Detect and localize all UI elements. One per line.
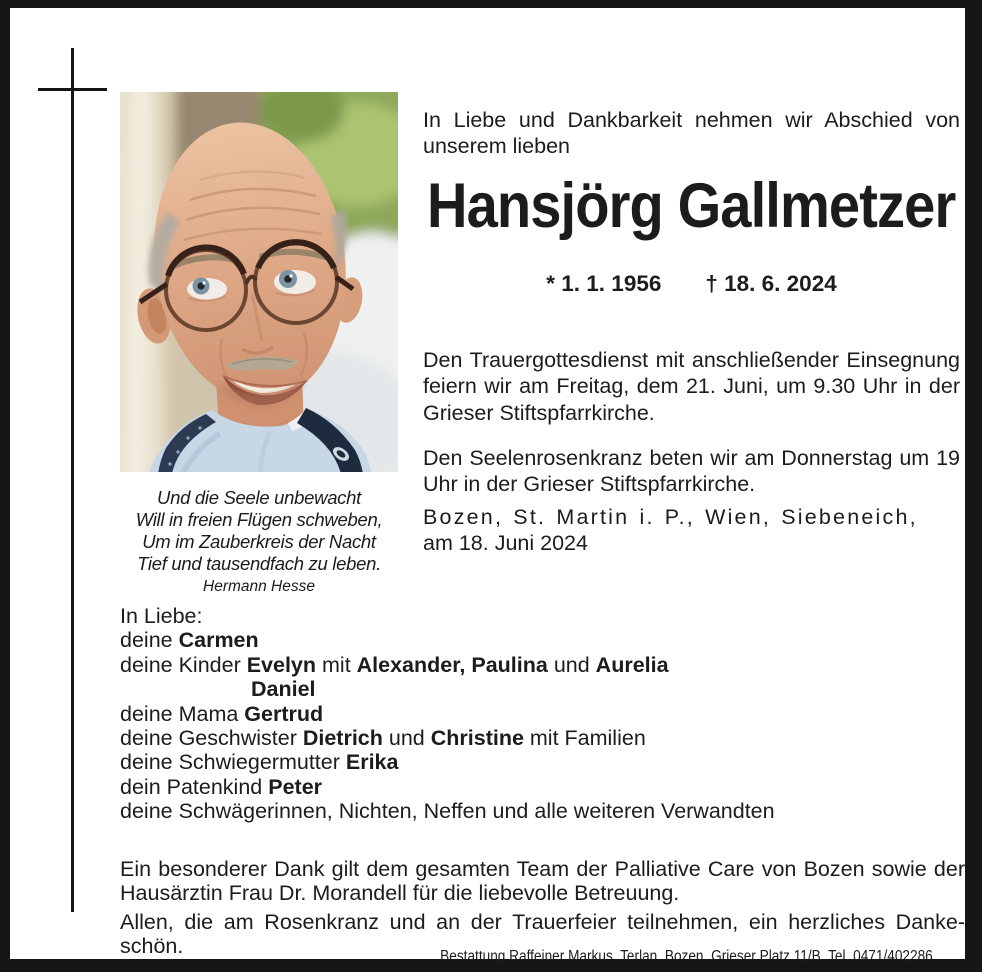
memorial-cross-icon (38, 88, 107, 91)
funeral-service-text: Den Trauergottesdienst mit anschließender Einsegnung feiern wir am Freitag, dem 21. Juni, um 9.30 Uhr in der Grieser Stiftspfarrkirche. (423, 347, 960, 425)
poem-line: Um im Zauberkreis der Nacht (142, 531, 376, 552)
birth-date: * 1. 1. 1956 (546, 271, 662, 296)
family-block (120, 604, 965, 824)
family-line: deine Mama Gertrud (120, 701, 324, 726)
poem-line: Will in freien Flügen schweben, (135, 509, 383, 530)
family-line: deine Carmen (120, 628, 259, 653)
family-list (120, 628, 965, 823)
family-line: dein Patenkind Peter (120, 774, 323, 799)
family-line: deine Schwägerinnen, Nichten, Neffen und alle weiteren Verwandten (120, 799, 775, 824)
poem-line: Und die Seele unbewacht (157, 487, 361, 508)
portrait-photo (120, 92, 398, 472)
rosary-text: Den Seelenrosenkranz beten wir am Donnerstag um 19 Uhr in der Grieser Stiftspfarrkirche. (423, 445, 960, 496)
family-line: Daniel (251, 677, 316, 702)
places-line: Bozen, St. Martin i. P., Wien, Siebeneich, (423, 505, 918, 529)
funeral-home-credit: Bestattung Raffeiner Markus, Terlan, Bozen, Grieser Platz 11/B, Tel. 0471/402286 (440, 948, 933, 965)
obituary-card (10, 8, 965, 965)
thanks-palliative-text: Ein besonderer Dank gilt dem gesamten Team der Palliative Care von Bozen sowie der Hausärztin Frau Dr. Morandell für die liebevolle Betreuung. (120, 856, 965, 905)
portrait-illustration (120, 92, 398, 472)
poem-block (120, 487, 398, 598)
memorial-cross-icon (71, 48, 74, 912)
deceased-name: Hansjörg Gallmetzer (427, 171, 956, 241)
family-heading: In Liebe: (120, 604, 203, 628)
date-line: am 18. Juni 2024 (423, 530, 588, 555)
thanks-attendees-text: Allen, die am Rosenkranz und an der Trauerfeier teilnehmen, ein herzliches Dankeschön. (120, 909, 965, 958)
poem-author: Hermann Hesse (203, 578, 315, 595)
places-block (423, 505, 968, 556)
family-line: deine Kinder Evelyn mit Alexander, Paulina und Aurelia (120, 652, 669, 677)
family-line: deine Schwiegermutter Erika (120, 750, 399, 775)
intro-text: In Liebe und Dankbarkeit nehmen wir Abschied von unserem lieben (423, 107, 960, 158)
death-date: † 18. 6. 2024 (705, 271, 837, 296)
poem-line: Tief und tausendfach zu leben. (137, 553, 381, 574)
life-dates (423, 272, 960, 297)
family-line: deine Geschwister Dietrich und Christine mit Familien (120, 726, 646, 751)
